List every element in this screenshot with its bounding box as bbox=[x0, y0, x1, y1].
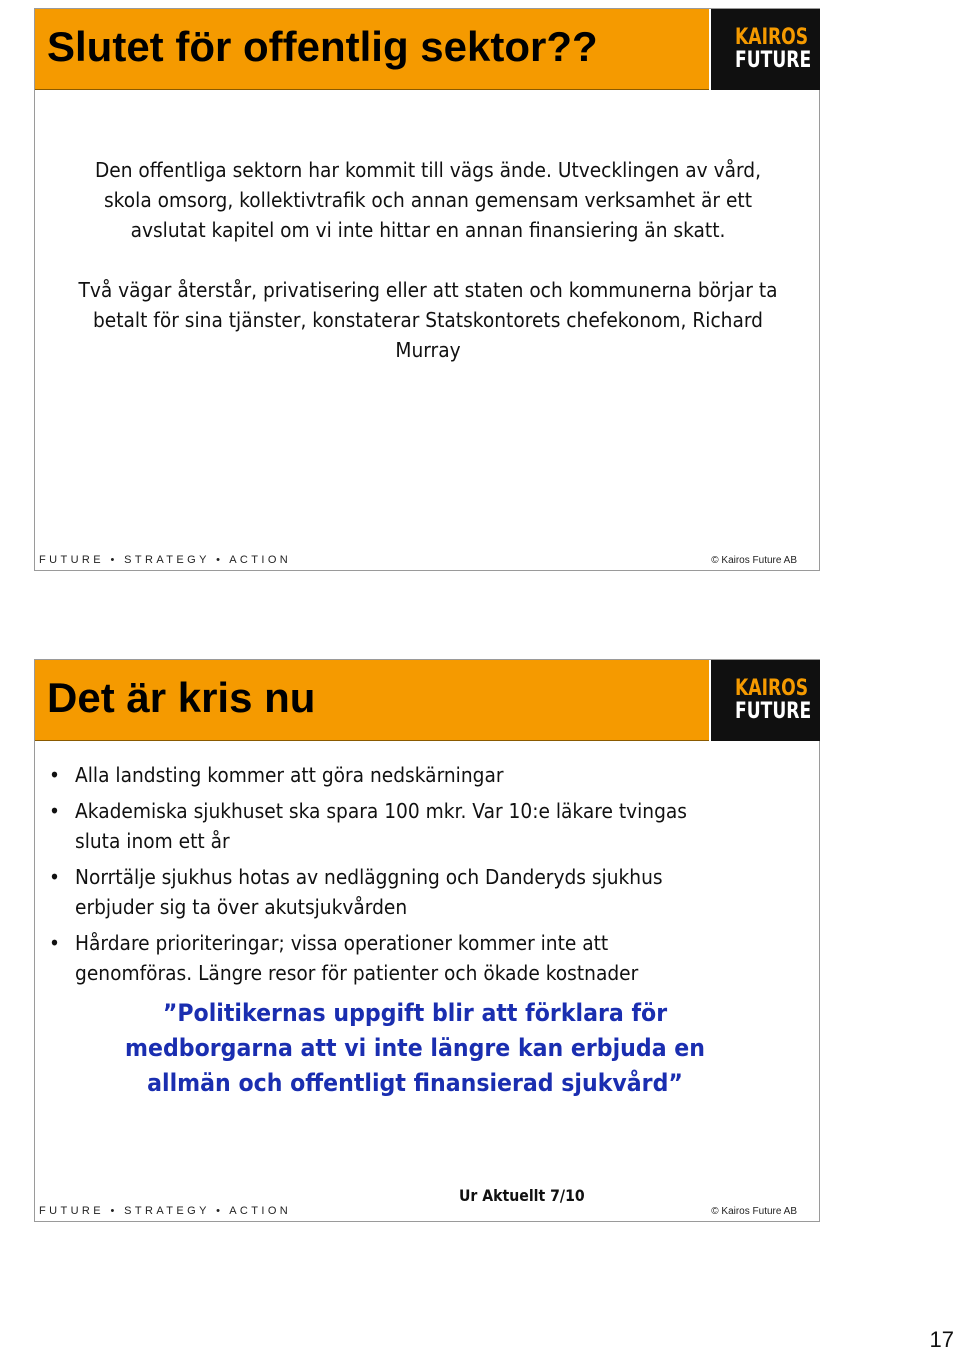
slide-2 bbox=[34, 659, 820, 1222]
slide-title: Det är kris nu bbox=[47, 674, 316, 721]
kairos-future-logo bbox=[711, 9, 820, 90]
footer-copyright: © Kairos Future AB bbox=[711, 1206, 797, 1217]
slide-header bbox=[35, 660, 709, 741]
bullet-text: Akademiska sjukhuset ska spara 100 mkr. Var 10:e läkare tvingas sluta inom ett år bbox=[75, 799, 687, 853]
slide-title: Slutet för offentlig sektor?? bbox=[47, 23, 598, 70]
list-item bbox=[49, 862, 719, 922]
quote-source: Ur Aktuellt 7/10 bbox=[459, 1186, 585, 1205]
bullet-text: Hårdare prioriteringar; vissa operationer kommer inte att genomföras. Längre resor för patienter och ökade kostnader bbox=[75, 931, 639, 985]
slide-header bbox=[35, 9, 709, 90]
bullet-icon: • bbox=[49, 865, 60, 889]
bullet-icon: • bbox=[49, 799, 60, 823]
paragraph-1: Den offentliga sektorn har kommit till vägs ände. Utvecklingen av vård, skola omsorg, kollektivtrafik och annan gemensam verksamhet är ett avslutat kapitel om vi inte hittar en annan finansiering än skatt. bbox=[94, 158, 762, 242]
footer-tagline: FUTURE • STRATEGY • ACTION bbox=[39, 1205, 292, 1217]
kairos-future-logo bbox=[711, 660, 820, 741]
footer-copyright: © Kairos Future AB bbox=[711, 555, 797, 566]
logo-line-2: FUTURE bbox=[735, 699, 812, 724]
bullet-icon: • bbox=[49, 763, 60, 787]
logo-line-2: FUTURE bbox=[735, 48, 812, 73]
paragraph-2: Två vägar återstår, privatisering eller att staten och kommunerna börjar ta betalt för sina tjänster, konstaterar Statskontorets chefekonom, Richard Murray bbox=[78, 278, 778, 362]
bullet-list bbox=[49, 760, 769, 994]
list-item bbox=[49, 928, 719, 988]
bullet-text: Norrtälje sjukhus hotas av nedläggning och Danderyds sjukhus erbjuder sig ta över akutsjukvården bbox=[75, 865, 663, 919]
quote-text: ”Politikernas uppgift blir att förklara för medborgarna att vi inte längre kan erbjuda en allmän och offentligt finansierad sjukvård” bbox=[124, 999, 705, 1097]
logo-line-1: KAIROS bbox=[735, 25, 809, 50]
bullet-text: Alla landsting kommer att göra nedskärningar bbox=[75, 763, 504, 787]
logo-line-1: KAIROS bbox=[735, 676, 809, 701]
footer-tagline: FUTURE • STRATEGY • ACTION bbox=[39, 554, 292, 566]
list-item bbox=[49, 796, 719, 856]
page-number: 17 bbox=[929, 1327, 954, 1352]
list-item bbox=[49, 760, 719, 790]
bullet-icon: • bbox=[49, 931, 60, 955]
slide-1 bbox=[34, 8, 820, 571]
